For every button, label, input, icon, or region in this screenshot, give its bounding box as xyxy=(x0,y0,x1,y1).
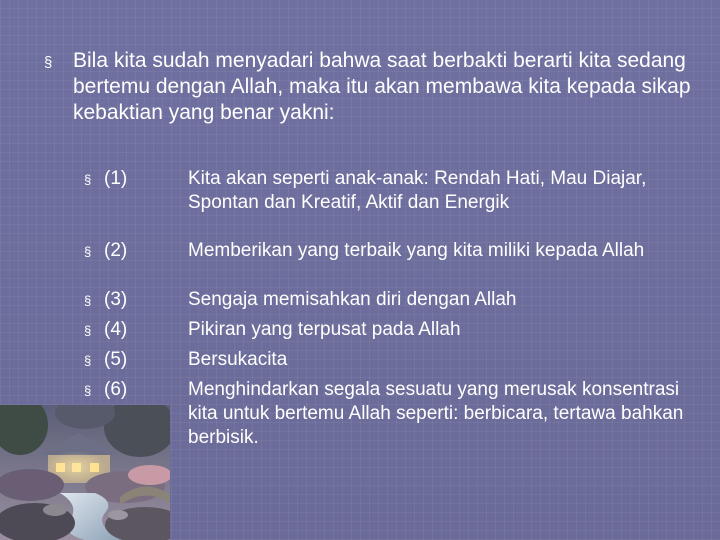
item-number: (1) xyxy=(104,168,128,189)
bullet-icon: § xyxy=(44,54,53,71)
item-text: Kita akan seperti anak-anak: Rendah Hati, Mau Diajar, Spontan dan Kreatif, Aktif dan Energik xyxy=(188,168,647,213)
bullet-icon: § xyxy=(84,323,92,338)
intro-text: Bila kita sudah menyadari bahwa saat berbakti berarti kita sedang bertemu dengan Allah, maka itu akan membawa kita kepada sikap kebaktian yang benar yakni: xyxy=(73,49,691,124)
bullet-icon: § xyxy=(84,383,92,398)
bullet-icon: § xyxy=(84,244,92,259)
bullet-icon: § xyxy=(84,293,92,308)
bullet-icon: § xyxy=(84,353,92,368)
cottage-painting-image xyxy=(0,405,170,540)
item-number: (4) xyxy=(104,319,128,340)
item-text: Sengaja memisahkan diri dengan Allah xyxy=(188,289,517,310)
intro-paragraph xyxy=(44,48,694,126)
item-text: Menghindarkan segala sesuatu yang merusak konsentrasi kita untuk bertemu Allah seperti: berbicara, tertawa bahkan berbisik. xyxy=(188,379,684,448)
bullet-icon: § xyxy=(84,172,92,187)
item-text: Pikiran yang terpusat pada Allah xyxy=(188,319,461,340)
item-number: (5) xyxy=(104,349,128,370)
item-text: Memberikan yang terbaik yang kita miliki kepada Allah xyxy=(188,240,645,261)
item-number: (2) xyxy=(104,240,128,261)
item-text: Bersukacita xyxy=(188,349,288,370)
item-number: (3) xyxy=(104,289,128,310)
item-number: (6) xyxy=(104,379,128,400)
